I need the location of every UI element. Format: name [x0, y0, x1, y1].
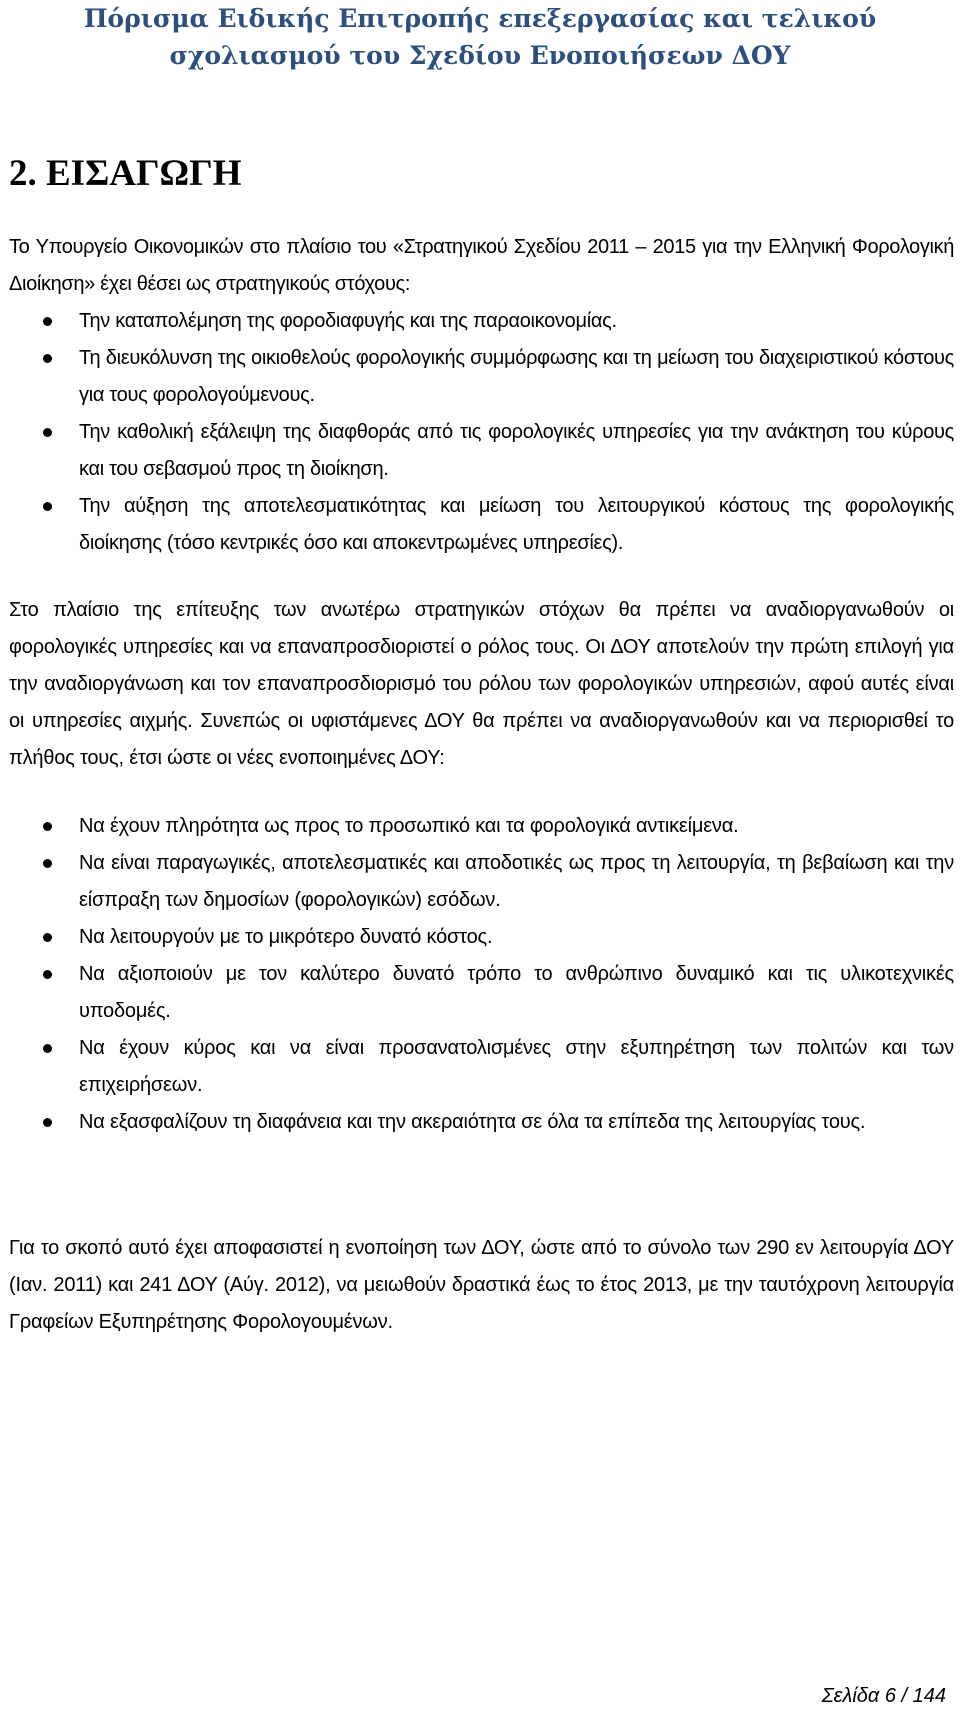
body-paragraph-3: Για το σκοπό αυτό έχει αποφασιστεί η ενοποίηση των ΔΟΥ, ώστε από το σύνολο των 290 εν λειτουργία ΔΟΥ (Ιαν. 2011) και 241 ΔΟΥ (Αύγ. 2012), να μειωθούν δραστικά έως το έτος 2013, με την ταυτόχρονη λειτουργία Γραφείων Εξυπηρέτησης Φορολογουμένων.	[9, 1237, 954, 1333]
bullet-icon	[43, 317, 52, 326]
bullet-icon	[43, 822, 52, 831]
list-item	[9, 488, 954, 562]
header-title-line-1: Πόρισμα Ειδικής Επιτροπής επεξεργασίας και τελικού	[83, 4, 877, 33]
page-number: Σελίδα 6 / 144	[821, 1685, 946, 1707]
list-item	[9, 1030, 954, 1104]
list-item-text: Να λειτουργούν με το μικρότερο δυνατό κόστος.	[79, 926, 493, 948]
list-item	[9, 808, 954, 845]
bullet-icon	[43, 502, 52, 511]
list-item-text: Την αύξηση της αποτελεσματικότητας και μείωση του λειτουργικού κόστους της φορολογικής διοίκησης (τόσο κεντρικές όσο και αποκεντρωμένες υπηρεσίες).	[79, 495, 954, 554]
section-title: 2. ΕΙΣΑΓΩΓΗ	[9, 153, 242, 194]
list-item	[9, 414, 954, 488]
body-paragraph-2: Στο πλαίσιο της επίτευξης των ανωτέρω στρατηγικών στόχων θα πρέπει να αναδιοργανωθούν οι φορολογικές υπηρεσίες και να επαναπροσδιοριστεί ο ρόλος τους. Οι ΔΟΥ αποτελούν την πρώτη επιλογή για την αναδιοργάνωση και τον επαναπροσδιορισμό του ρόλου των φορολογικών υπηρεσιών, αφού αυτές είναι οι υπηρεσίες αιχμής. Συνεπώς οι υφιστάμενες ΔΟΥ θα πρέπει να αναδιοργανωθούν και να περιορισθεί το πλήθος τους, έτσι ώστε οι νέες ενοποιημένες ΔΟΥ:	[9, 599, 954, 769]
bullet-icon	[43, 1118, 52, 1127]
list-item-text: Να έχουν κύρος και να είναι προσανατολισμένες στην εξυπηρέτηση των πολιτών και των επιχειρήσεων.	[79, 1037, 954, 1096]
document-header	[0, 0, 960, 74]
bullet-icon	[43, 1044, 52, 1053]
goals-list	[9, 303, 954, 562]
list-item	[9, 340, 954, 414]
list-item	[9, 1104, 954, 1141]
bullet-icon	[43, 933, 52, 942]
list-item	[9, 303, 954, 340]
list-item-text: Να έχουν πληρότητα ως προς το προσωπικό και τα φορολογικά αντικείμενα.	[79, 815, 739, 837]
bullet-icon	[43, 859, 52, 868]
header-title-line-2: σχολιασμού του Σχεδίου Ενοποιήσεων ΔΟΥ	[169, 41, 791, 70]
list-item	[9, 845, 954, 919]
list-item-text: Την καταπολέμηση της φοροδιαφυγής και της παραοικονομίας.	[79, 310, 617, 332]
list-item-text: Να αξιοποιούν με τον καλύτερο δυνατό τρόπο το ανθρώπινο δυναμικό και τις υλικοτεχνικές υποδομές.	[79, 963, 954, 1022]
list-item	[9, 956, 954, 1030]
list-item	[9, 919, 954, 956]
list-item-text: Την καθολική εξάλειψη της διαφθοράς από τις φορολογικές υπηρεσίες για την ανάκτηση του κύρους και του σεβασμού προς τη διοίκηση.	[79, 421, 954, 480]
intro-paragraph: Το Υπουργείο Οικονομικών στο πλαίσιο του «Στρατηγικού Σχεδίου 2011 – 2015 για την Ελληνική Φορολογική Διοίκηση» έχει θέσει ως στρατηγικούς στόχους:	[9, 236, 954, 295]
requirements-list	[9, 808, 954, 1141]
list-item-text: Να εξασφαλίζουν τη διαφάνεια και την ακεραιότητα σε όλα τα επίπεδα της λειτουργίας τους.	[79, 1111, 866, 1133]
bullet-icon	[43, 354, 52, 363]
bullet-icon	[43, 428, 52, 437]
bullet-icon	[43, 970, 52, 979]
list-item-text: Τη διευκόλυνση της οικιοθελούς φορολογικής συμμόρφωσης και τη μείωση του διαχειριστικού κόστους για τους φορολογούμενους.	[79, 347, 954, 406]
list-item-text: Να είναι παραγωγικές, αποτελεσματικές και αποδοτικές ως προς τη λειτουργία, τη βεβαίωση και την είσπραξη των δημοσίων (φορολογικών) εσόδων.	[79, 852, 954, 911]
